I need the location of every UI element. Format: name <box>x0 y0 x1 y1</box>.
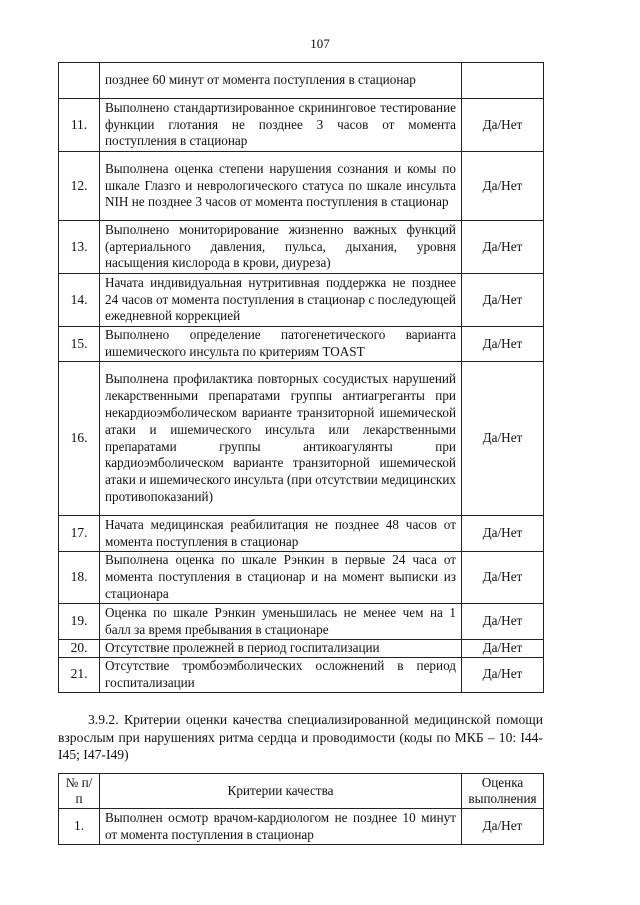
row-number: 19. <box>59 604 100 640</box>
table-row <box>59 221 544 274</box>
row-number: 18. <box>59 552 100 604</box>
table-row <box>59 657 544 692</box>
criterion-result: Да/Нет <box>462 604 544 640</box>
criterion-result: Да/Нет <box>462 221 544 274</box>
header-criteria: Критерии качества <box>100 774 462 809</box>
criterion-text: Выполнено мониторирование жизненно важных функций (артериального давления, пульса, дыхания, уровня насыщения кислорода в крови, диуреза) <box>100 221 462 274</box>
criterion-result: Да/Нет <box>462 362 544 516</box>
row-number: 1. <box>59 809 100 845</box>
table-row <box>59 63 544 99</box>
table-row <box>59 809 544 845</box>
criterion-result: Да/Нет <box>462 809 544 845</box>
header-assessment: Оценка выполнения <box>462 774 544 809</box>
criterion-text: Отсутствие тромбоэмболических осложнений в период госпитализации <box>100 657 462 692</box>
row-number: 14. <box>59 274 100 327</box>
table-row <box>59 152 544 221</box>
table-row <box>59 552 544 604</box>
criterion-result <box>462 63 544 99</box>
row-number: 21. <box>59 657 100 692</box>
table-row <box>59 604 544 640</box>
row-number: 11. <box>59 99 100 152</box>
criterion-text: Выполнен осмотр врачом-кардиологом не позднее 10 минут от момента поступления в стационар <box>100 809 462 845</box>
row-number: 20. <box>59 640 100 658</box>
criterion-text: Выполнено определение патогенетического варианта ишемического инсульта по критериям TOAST <box>100 327 462 362</box>
section-heading-paragraph: 3.9.2. Критерии оценки качества специализированной медицинской помощи взрослым при нарушениях ритма сердца и проводимости (коды по МКБ – 10: I44-I45; I47-I49) <box>58 712 543 762</box>
table-header-row <box>59 774 544 809</box>
criterion-text: Начата медицинская реабилитация не позднее 48 часов от момента поступления в стационар <box>100 516 462 552</box>
arrhythmia-criteria-table <box>58 773 544 845</box>
page-number: 107 <box>310 36 330 51</box>
criterion-text: Начата индивидуальная нутритивная поддержка не позднее 24 часов от момента поступления в стационар с последующей ежедневной коррекцией <box>100 274 462 327</box>
criterion-text: позднее 60 минут от момента поступления в стационар <box>100 63 462 99</box>
criterion-result: Да/Нет <box>462 657 544 692</box>
table-row <box>59 362 544 516</box>
table-row <box>59 640 544 658</box>
criterion-text: Отсутствие пролежней в период госпитализации <box>100 640 462 658</box>
criterion-text: Выполнено стандартизированное скрининговое тестирование функции глотания не позднее 3 часов от момента поступления в стационар <box>100 99 462 152</box>
criterion-result: Да/Нет <box>462 99 544 152</box>
criterion-text: Оценка по шкале Рэнкин уменьшилась не менее чем на 1 балл за время пребывания в стационаре <box>100 604 462 640</box>
criterion-result: Да/Нет <box>462 152 544 221</box>
header-number: № п/п <box>59 774 100 809</box>
criterion-result: Да/Нет <box>462 274 544 327</box>
table-row <box>59 99 544 152</box>
row-number <box>59 63 100 99</box>
criterion-text: Выполнена оценка по шкале Рэнкин в первые 24 часа от момента поступления в стационар и на момент выписки из стационара <box>100 552 462 604</box>
criterion-result: Да/Нет <box>462 552 544 604</box>
table-row <box>59 516 544 552</box>
row-number: 13. <box>59 221 100 274</box>
row-number: 12. <box>59 152 100 221</box>
row-number: 15. <box>59 327 100 362</box>
table-row <box>59 327 544 362</box>
table-row <box>59 274 544 327</box>
criterion-result: Да/Нет <box>462 516 544 552</box>
criterion-text: Выполнена профилактика повторных сосудистых нарушений лекарственными препаратами группы антиагреганты при некардиоэмболическом варианте транзиторной ишемической атаки и ишемического инсульта или лекарственными препаратами группы антикоагулянты при кардиоэмболическом варианте транзиторной ишемической атаки и ишемического инсульта (при отсутствии медицинских противопоказаний) <box>100 362 462 516</box>
criterion-result: Да/Нет <box>462 640 544 658</box>
row-number: 17. <box>59 516 100 552</box>
criterion-result: Да/Нет <box>462 327 544 362</box>
row-number: 16. <box>59 362 100 516</box>
criterion-text: Выполнена оценка степени нарушения сознания и комы по шкале Глазго и неврологического статуса по шкале инсульта NIH не позднее 3 часов от момента поступления в стационар <box>100 152 462 221</box>
quality-criteria-table <box>58 62 544 693</box>
